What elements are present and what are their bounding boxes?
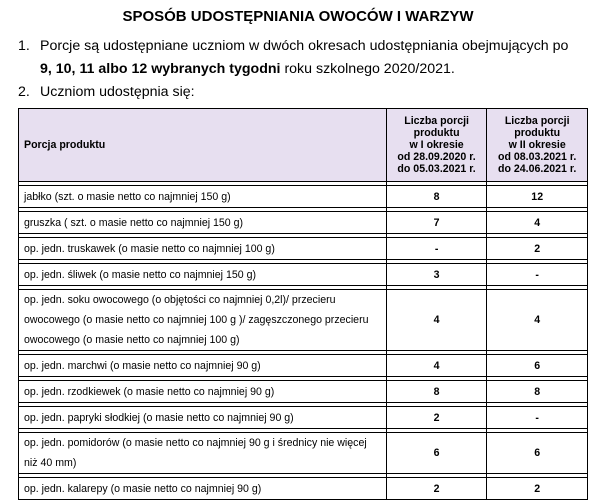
header-line: w II okresie (508, 139, 566, 151)
period-1-cell: 8 (386, 186, 487, 208)
list-item-text-rest: roku szkolnego 2020/2021. (280, 61, 455, 77)
list-item-1 (18, 36, 568, 56)
header-line: w I okresie (409, 139, 464, 151)
period-1-cell: 2 (386, 407, 487, 429)
list-item-1-continuation (40, 59, 455, 79)
table-row (19, 186, 588, 208)
weeks-highlight: 9, 10, 11 albo 12 wybranych tygodni (40, 61, 281, 77)
header-period-1 (386, 109, 487, 182)
product-cell: op. jedn. śliwek (o masie netto co najmniej 150 g) (19, 264, 387, 286)
table-header-row (19, 109, 588, 182)
period-2-cell: 6 (487, 355, 588, 377)
table-row (19, 238, 588, 260)
product-cell: op. jedn. soku owocowego (o objętości co najmniej 0,2l)/ przecieru owocowego (o masie netto co najmniej 100 g )/ zagęszczonego przecieru owocowego (o masie netto co najmniej 100 g) (19, 290, 387, 351)
product-cell: op. jedn. marchwi (o masie netto co najmniej 90 g) (19, 355, 387, 377)
header-line: Liczba porcji (404, 115, 469, 127)
list-item-2 (18, 82, 195, 102)
period-2-cell: 4 (487, 290, 588, 351)
table-row (19, 264, 588, 286)
table-row (19, 433, 588, 474)
period-1-cell: 4 (386, 355, 487, 377)
table-row (19, 212, 588, 234)
header-line: produktu (413, 127, 460, 139)
header-product: Porcja produktu (19, 109, 387, 182)
period-1-cell: 2 (386, 478, 487, 500)
table-row (19, 478, 588, 500)
period-2-cell: 6 (487, 433, 588, 474)
list-item-text: Porcje są udostępniane uczniom w dwóch okresach udostępniania obejmujących po (40, 38, 569, 54)
table-row (19, 407, 588, 429)
table-row (19, 355, 588, 377)
period-2-cell: 2 (487, 478, 588, 500)
list-item-text: Uczniom udostępnia się: (40, 84, 195, 100)
product-cell: op. jedn. rzodkiewek (o masie netto co najmniej 90 g) (19, 381, 387, 403)
period-2-cell: 2 (487, 238, 588, 260)
header-period-2 (487, 109, 588, 182)
period-1-cell: 6 (386, 433, 487, 474)
period-2-cell: - (487, 407, 588, 429)
period-2-cell: - (487, 264, 588, 286)
header-line: do 05.03.2021 r. (397, 163, 476, 175)
header-line: do 24.06.2021 r. (498, 163, 577, 175)
period-2-cell: 12 (487, 186, 588, 208)
period-2-cell: 4 (487, 212, 588, 234)
table-row (19, 381, 588, 403)
period-1-cell: 8 (386, 381, 487, 403)
product-cell: gruszka ( szt. o masie netto co najmniej 150 g) (19, 212, 387, 234)
period-2-cell: 8 (487, 381, 588, 403)
product-cell: op. jedn. papryki słodkiej (o masie netto co najmniej 90 g) (19, 407, 387, 429)
list-number: 2. (18, 84, 30, 100)
period-1-cell: - (386, 238, 487, 260)
page-title: SPOSÓB UDOSTĘPNIANIA OWOCÓW I WARZYW (122, 8, 474, 25)
product-cell: op. jedn. truskawek (o masie netto co najmniej 100 g) (19, 238, 387, 260)
period-1-cell: 7 (386, 212, 487, 234)
portions-table (18, 108, 588, 500)
list-number: 1. (18, 38, 30, 54)
period-1-cell: 4 (386, 290, 487, 351)
product-cell: op. jedn. kalarepy (o masie netto co najmniej 90 g) (19, 478, 387, 500)
header-line: od 28.09.2020 r. (397, 151, 476, 163)
header-line: produktu (514, 127, 561, 139)
product-cell: jabłko (szt. o masie netto co najmniej 150 g) (19, 186, 387, 208)
header-line: Liczba porcji (504, 115, 570, 127)
period-1-cell: 3 (386, 264, 487, 286)
header-line: od 08.03.2021 r. (498, 151, 577, 163)
product-cell: op. jedn. pomidorów (o masie netto co najmniej 90 g i średnicy nie więcej niż 40 mm) (19, 433, 387, 474)
table-row (19, 290, 588, 351)
